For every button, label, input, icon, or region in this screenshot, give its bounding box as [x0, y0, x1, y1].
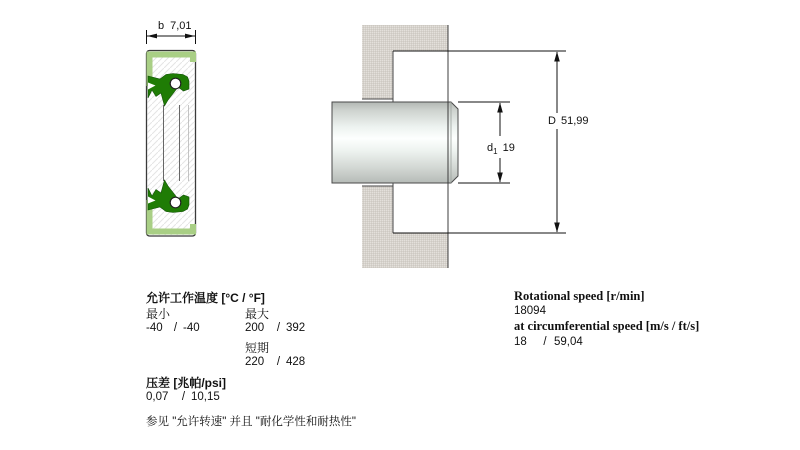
arrow-left-icon: [147, 34, 157, 39]
speed-ms: 18: [514, 336, 527, 348]
d1-dimension-label: $d_1$ 19: [487, 142, 515, 156]
arrow-down-icon: [554, 223, 560, 233]
temperature-max-values: [245, 322, 305, 334]
circumferential-speed-values: [514, 336, 583, 348]
temp-short-c: 220: [245, 356, 265, 368]
separator: /: [276, 356, 281, 368]
pressure-heading: 压差 [兆帕/psi]: [146, 376, 226, 390]
temp-min-c: -40: [146, 322, 163, 334]
pressure-mpa: 0,07: [146, 391, 169, 403]
temp-max-c: 200: [245, 322, 265, 334]
reference-note: 参见 "允许转速" 并且 "耐化学性和耐热性": [146, 416, 356, 428]
rotational-speed-heading: Rotational speed [r/min]: [514, 289, 645, 303]
arrow-up-icon: [497, 103, 503, 113]
seal-cross-section-figure: [140, 14, 210, 242]
pressure-values: [146, 391, 220, 403]
separator: /: [181, 391, 186, 403]
shaft: [332, 102, 458, 183]
rotational-speed-value: 18094: [514, 305, 546, 317]
arrow-right-icon: [185, 34, 195, 39]
arrow-up-icon: [554, 52, 560, 62]
pressure-psi: 10,15: [191, 391, 220, 403]
speed-fts: 59,04: [554, 336, 583, 348]
temperature-short-values: [245, 356, 305, 368]
separator: /: [543, 336, 547, 348]
temperature-max-label: 最大: [245, 307, 270, 321]
temp-short-f: 428: [286, 356, 306, 368]
arrow-down-icon: [497, 173, 503, 183]
temperature-short-label: 短期: [245, 341, 270, 355]
separator: /: [276, 322, 281, 334]
temperature-min-label: 最小: [146, 307, 171, 321]
temperature-min-values: [146, 322, 200, 334]
D-dimension-label: D 51,99: [548, 115, 589, 127]
circumferential-speed-heading: at circumferential speed [m/s / ft/s]: [514, 319, 700, 333]
temp-max-f: 392: [286, 322, 306, 334]
temp-min-f: -40: [183, 322, 200, 334]
mounting-cross-section-figure: [330, 20, 592, 275]
temperature-heading: 允许工作温度 [°C / °F]: [146, 291, 265, 305]
separator: /: [173, 322, 178, 334]
b-dimension-label: b 7,01: [158, 20, 192, 32]
